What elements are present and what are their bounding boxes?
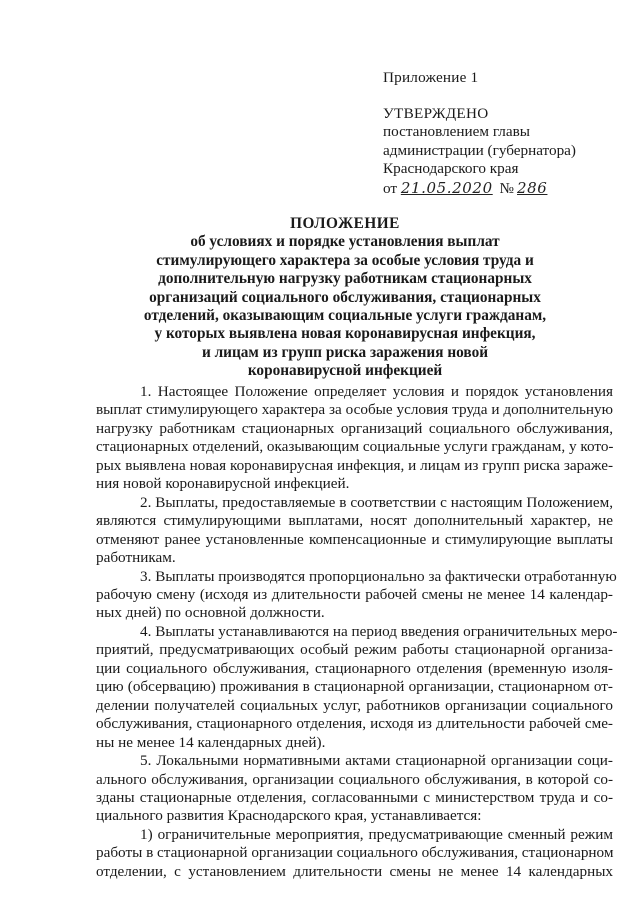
subtitle-line: дополнительную нагрузку работникам стационарных: [158, 270, 532, 288]
document-title-block: [95, 215, 595, 381]
text-line: ального обслуживания, организации социального обслуживания, в которой со-: [96, 770, 613, 788]
subtitle-line: и лицам из групп риска заражения новой: [201, 343, 489, 361]
approval-date: 21.05.2020: [400, 178, 493, 197]
text-line: отделении, с установлением длительности смены не менее 14 календарных: [96, 862, 613, 880]
approval-date-line: [383, 179, 623, 199]
subtitle-line: об условиях и порядке установления выплат: [190, 233, 500, 251]
text-line: 5. Локальными нормативными актами стационарной организации соци-: [140, 752, 613, 770]
text-line: приятий, предусматривающих особый режим работы стационарной организа-: [96, 641, 613, 659]
approved-label: УТВЕРЖДЕНО: [383, 104, 489, 122]
paragraph-5: [96, 752, 613, 826]
text-line: ции социального обслуживания, стационарного отделения (временную изоля-: [96, 659, 613, 677]
text-line: 1) ограничительные мероприятия, предусматривающие сменный режим: [140, 825, 613, 843]
subtitle-line: стимулирующего характера за особые условия труда и: [156, 251, 534, 269]
paragraph-2: [96, 494, 613, 568]
text-line: нагрузку работникам стационарных организаций социального обслуживания,: [96, 419, 613, 437]
appendix-label: Приложение 1: [383, 69, 479, 86]
text-line: 2. Выплаты, предоставляемые в соответствии с настоящим Положением,: [140, 493, 613, 511]
date-prefix: от: [383, 179, 398, 197]
text-line: ния новой коронавирусной инфекцией.: [96, 475, 350, 493]
text-line: ных дней) по основной должности.: [96, 604, 325, 622]
approval-line-1: постановлением главы: [383, 123, 530, 140]
text-line: 3. Выплаты производятся пропорционально за фактически отработанную: [140, 567, 617, 585]
text-line: являются стимулирующими выплатами, носят дополнительный характер, не: [96, 512, 613, 530]
document-title: ПОЛОЖЕНИЕ: [290, 215, 400, 232]
text-line: работникам.: [96, 549, 176, 567]
text-line: стационарных отделений, оказывающим социальные услуги гражданам, у кото-: [96, 438, 614, 456]
approval-line-3: Краснодарского края: [383, 160, 519, 177]
text-line: 4. Выплаты устанавливаются на период введения ограничительных меро-: [140, 622, 618, 640]
paragraph-3: [96, 567, 617, 623]
text-line: обслуживания, стационарного отделения, исходя из длительности рабочей сме-: [96, 715, 613, 733]
paragraph-5-item-1: [96, 826, 613, 881]
text-line: отменяют ранее установленные компенсационные и стимулирующие выплаты: [96, 530, 613, 548]
text-line: рабочую смену (исходя из длительности рабочей смены не менее 14 календар-: [96, 585, 613, 603]
text-line: рых выявлена новая коронавирусная инфекция, и лицам из групп риска зараже-: [96, 456, 613, 474]
text-line: цию (обсервацию) проживания в стационарной организации, стационарном от-: [96, 678, 613, 696]
approval-line-2: администрации (губернатора): [383, 141, 576, 159]
subtitle-line: коронавирусной инфекцией: [247, 362, 443, 380]
approval-number: 286: [517, 178, 548, 197]
text-line: ны не менее 14 календарных дней).: [96, 733, 326, 751]
subtitle-line: у которых выявлена новая коронавирусная инфекция,: [154, 325, 536, 343]
text-line: зданы стационарные отделения, согласованными с министерством труда и со-: [96, 788, 613, 806]
paragraph-1: [96, 383, 613, 494]
subtitle-line: организаций социального обслуживания, стационарных: [149, 288, 541, 306]
approval-stamp: [383, 69, 623, 198]
text-line: работы в стационарной организации социального обслуживания, стационарном: [96, 844, 614, 862]
paragraph-4: [96, 622, 618, 752]
text-line: выплат стимулирующего характера за особые условия труда и дополнительную: [96, 401, 613, 419]
document-body: [96, 383, 618, 881]
text-line: 1. Настоящее Положение определяет условия и порядок установления: [140, 383, 613, 400]
subtitle-line: отделений, оказывающим социальные услуги гражданам,: [143, 307, 547, 325]
text-line: циального развития Краснодарского края, устанавливается:: [96, 807, 482, 825]
number-sign: №: [499, 179, 515, 197]
text-line: делении получателей социальных услуг, работников организации социального: [96, 696, 613, 714]
